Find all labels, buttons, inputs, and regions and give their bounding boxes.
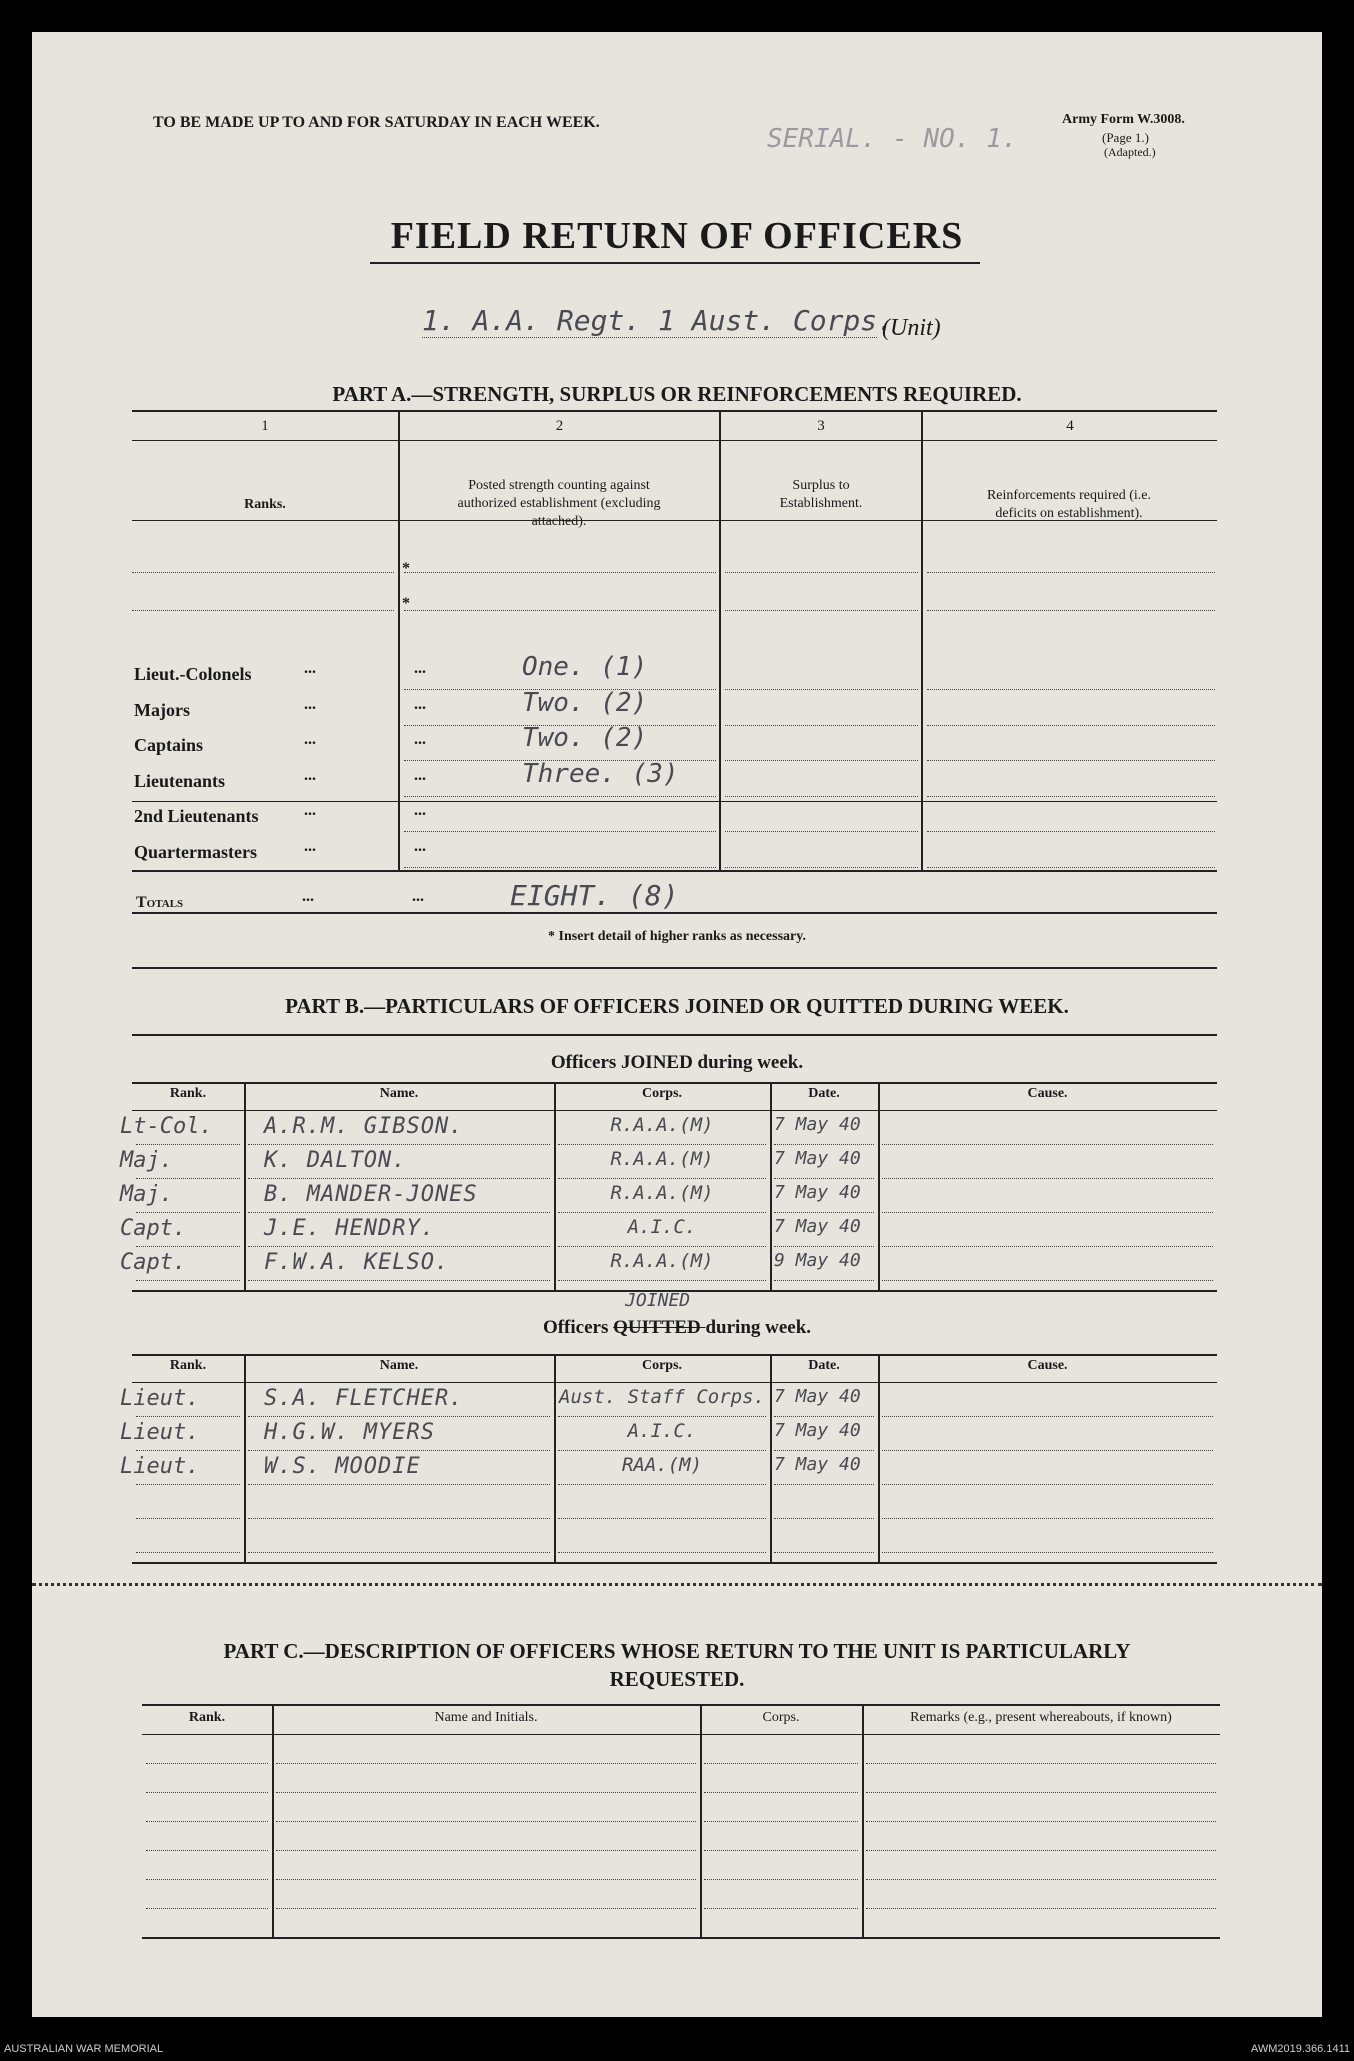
column-header: Date.	[808, 1086, 840, 1101]
serial-number: SERIAL. - NO. 1.	[767, 124, 1018, 154]
officer-date: 7 May 40	[774, 1148, 861, 1169]
officer-date: 9 May 40	[774, 1250, 861, 1271]
footer-left: AUSTRALIAN WAR MEMORIAL	[4, 2043, 164, 2055]
form-adapted: (Adapted.)	[1104, 145, 1156, 159]
officer-corps: RAA.(M)	[621, 1454, 703, 1476]
officer-corps: R.A.A.(M)	[610, 1250, 714, 1272]
footer-right: AWM2019.366.1411	[1250, 2043, 1350, 2055]
officer-name: J.E. HENDRY.	[264, 1216, 435, 1241]
officer-corps: Aust. Staff Corps.	[559, 1386, 765, 1408]
col-number-1: 1	[261, 418, 269, 434]
part-b-heading: PART B.—PARTICULARS OF OFFICERS JOINED OR QUITTED DURING WEEK.	[285, 994, 1069, 1018]
part-a-footnote: * Insert detail of higher ranks as necessary.	[548, 929, 806, 944]
column-header: Name and Initials.	[434, 1710, 538, 1725]
joined-correction: JOINED	[625, 1290, 691, 1311]
strength-value: Two. (2)	[522, 723, 648, 753]
strength-value: One. (1)	[522, 652, 648, 682]
column-header: Rank.	[188, 1710, 226, 1725]
rank-label: Lieutenants	[134, 770, 226, 791]
officer-rank: Maj.	[120, 1148, 173, 1173]
quitted-word: QUITTED JOINED	[613, 1290, 701, 1338]
column-header: Name.	[379, 1086, 419, 1101]
part-a-heading: PART A.—STRENGTH, SURPLUS OR REINFORCEMENTS REQUIRED.	[332, 382, 1022, 406]
form-name: Army Form W.3008.	[1062, 112, 1185, 127]
strength-value: Two. (2)	[522, 687, 648, 718]
officer-date: 7 May 40	[774, 1216, 861, 1237]
officer-rank: Lieut.	[120, 1454, 200, 1479]
officer-rank: Lieut.	[120, 1386, 200, 1411]
column-header: Corps.	[762, 1710, 800, 1725]
unit-label: (Unit)	[882, 315, 941, 341]
rank-label: Lieut.-Colonels	[134, 664, 252, 684]
column-header: Date.	[808, 1358, 840, 1373]
totals-label: Totals	[136, 894, 184, 911]
officer-corps: R.A.A.(M)	[610, 1114, 714, 1136]
ranks-header: Ranks.	[244, 497, 286, 512]
col-number-3: 3	[817, 418, 825, 434]
totals-value: EIGHT. (8)	[510, 879, 679, 912]
form-page: (Page 1.)	[1102, 130, 1149, 145]
column-header: Rank.	[169, 1086, 207, 1101]
officer-date: 7 May 40	[774, 1182, 861, 1203]
unit-value: 1. A.A. Regt. 1 Aust. Corps.	[422, 304, 895, 337]
officer-name: A.R.M. GIBSON.	[264, 1114, 464, 1139]
form-sheet: TO BE MADE UP TO AND FOR SATURDAY IN EACH WEEK. SERIAL. - NO. 1. Army Form W.3008. (Page 1.) (Adapted.) FIELD RETURN OF OFFICERS 1. A.A. Regt. 1 Aust. Corps. (Unit) PART A.—STRENGTH, SURPLUS OR REINFORCEMENTS REQUIRED. 1 2 3 4 Ranks. Posted strength counting against authorized establishment (excluding attached). Surplus to Establishment. Reinforcements required (i.e. deficits on establishment). * * Lieut.-Colonels ... ... One. (1) Majors ... ... Two. (2) Captains ... ... Two. (2) Lieutenants ... ... Three. (3) 2nd Lieutenants ... ... Quartermasters ... ... Totals ... ... EIGHT. (8) * Insert detail of higher ranks as necessary. PART B.—PARTICULARS OF OFFICERS JOINED OR QUITTED DURING WEEK. Officers JOINED during week. Rank. Name. Corps. Date. Cause. Lt-Col. A.R.M. GIBSON. R.A.A.(M) 7 May 40 Maj. K. DALTON. R.A.A.(M) 7 May 40 Maj. B. MANDER-JONES R.A.A.(M) 7 May 40 Capt. J.E. HENDRY. A.I.C. 7 May 40 Capt. F.W.A. KELSO. R.A.A.(M) 9 May 40 Officers QUITTED JOINED during week. Rank. Name. Corps. Date. Cause. Lieut. S.A. FLETCHER. Aust. Staff Corps. 7 May 40 Lieut. H.G.W. MYERS A.I.C. 7 May 40 Lieut. W.S. MOODIE RAA.(M) 7 May 40 PART C.—DESCRIPTION OF OFFICERS WHOSE RETURN TO THE UNIT IS PARTICULARLY REQUESTED. Rank. Name and Initials. Corps. Remarks (e.g., present whereabouts, if known)	[32, 32, 1322, 2017]
officer-date: 7 May 40	[774, 1420, 861, 1441]
page-title: FIELD RETURN OF OFFICERS	[390, 215, 964, 257]
officer-corps: A.I.C.	[627, 1216, 697, 1238]
officer-rank: Capt.	[120, 1250, 187, 1275]
column-header: Cause.	[1027, 1086, 1068, 1101]
header-instruction: TO BE MADE UP TO AND FOR SATURDAY IN EACH WEEK.	[153, 114, 600, 131]
col-number-2: 2	[555, 418, 564, 434]
officer-name: H.G.W. MYERS	[264, 1420, 435, 1445]
column-header: Cause.	[1027, 1358, 1068, 1373]
officer-name: W.S. MOODIE	[264, 1454, 421, 1479]
officer-date: 7 May 40	[774, 1386, 861, 1407]
column-header: Corps.	[641, 1086, 683, 1101]
officer-name: B. MANDER-JONES	[264, 1182, 478, 1207]
part-c-heading: PART C.—DESCRIPTION OF OFFICERS WHOSE RETURN TO THE UNIT IS PARTICULARLY REQUESTED.	[223, 1639, 1131, 1691]
star-marker: *	[402, 595, 410, 612]
rank-label: Quartermasters	[134, 841, 257, 862]
rank-label: 2nd Lieutenants	[134, 806, 259, 826]
officer-name: F.W.A. KELSO.	[264, 1250, 450, 1275]
reinforcements-header: Reinforcements required (i.e. deficits on establishment).	[986, 488, 1152, 521]
officer-date: 7 May 40	[774, 1114, 861, 1135]
officer-rank: Capt.	[120, 1216, 187, 1241]
rank-label: Captains	[134, 735, 204, 755]
officer-rank: Lieut.	[120, 1420, 200, 1445]
officer-corps: R.A.A.(M)	[610, 1182, 714, 1204]
joined-title: Officers JOINED during week.	[550, 1052, 804, 1073]
column-header: Corps.	[641, 1358, 683, 1373]
surplus-header: Surplus to Establishment.	[779, 478, 863, 511]
officer-date: 7 May 40	[774, 1454, 861, 1475]
perforation-line	[32, 1583, 1322, 1586]
officer-corps: R.A.A.(M)	[610, 1148, 714, 1170]
officer-name: K. DALTON.	[264, 1148, 407, 1173]
column-header: Name.	[379, 1358, 419, 1373]
column-header: Remarks (e.g., present whereabouts, if known)	[910, 1710, 1172, 1725]
star-marker: *	[402, 560, 410, 577]
column-header: Rank.	[169, 1358, 207, 1373]
officer-rank: Lt-Col.	[120, 1114, 213, 1139]
officer-corps: A.I.C.	[627, 1420, 697, 1442]
quitted-title: Officers QUITTED JOINED during week.	[542, 1290, 812, 1338]
title-underline	[370, 262, 980, 264]
strength-value: Three. (3)	[522, 758, 679, 789]
rank-label: Majors	[134, 699, 190, 720]
officer-name: S.A. FLETCHER.	[264, 1386, 464, 1411]
col-number-4: 4	[1066, 418, 1074, 434]
strength-header: Posted strength counting against authorized establishment (excluding attached).	[457, 478, 661, 529]
officer-rank: Maj.	[120, 1182, 173, 1207]
